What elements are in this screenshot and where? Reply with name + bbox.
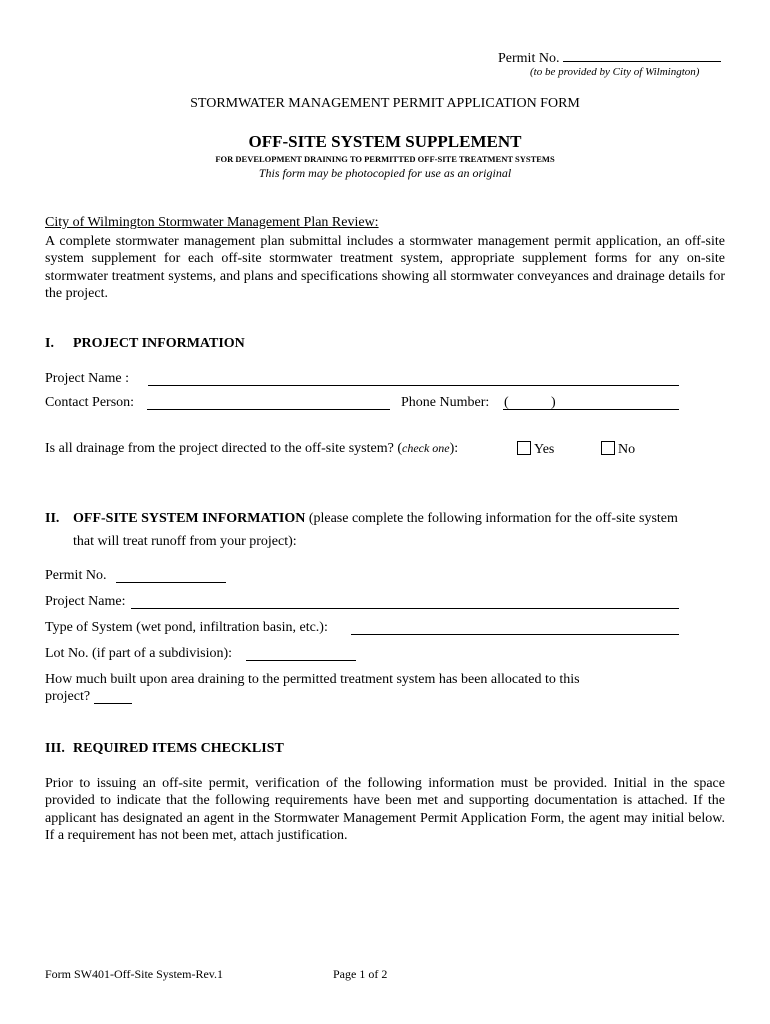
bua-question-line2: project? xyxy=(45,689,91,704)
bua-question-line1: How much built upon area draining to the permitted treatment system has been allocated to this xyxy=(45,672,580,687)
permit-number-line[interactable] xyxy=(563,47,721,62)
lot-number-label: Lot No. (if part of a subdivision): xyxy=(45,646,233,661)
drainage-question xyxy=(45,441,458,457)
project-name-row xyxy=(45,371,129,387)
section1-title: PROJECT INFORMATION xyxy=(73,336,245,351)
phone-number-label: Phone Number: xyxy=(401,395,490,410)
no-label: No xyxy=(618,442,636,457)
form-title: STORMWATER MANAGEMENT PERMIT APPLICATION FORM xyxy=(190,96,580,111)
supplement-subtitle: FOR DEVELOPMENT DRAINING TO PERMITTED OFF-SITE TREATMENT SYSTEMS xyxy=(215,154,555,164)
review-heading: City of Wilmington Stormwater Management Plan Review: xyxy=(45,215,379,230)
no-option[interactable] xyxy=(601,441,635,458)
phone-number-input[interactable] xyxy=(503,395,679,410)
review-body: A complete stormwater management plan submittal includes a stormwater management permit application, an off-site system supplement for each off-site stormwater treatment system, appropriate supplement forms for any on-site stormwater treatment systems, and plans and specifications showing all stormwater conveyances and drainage details for the project. xyxy=(45,234,725,301)
supplement-title: OFF-SITE SYSTEM SUPPLEMENT xyxy=(248,132,522,151)
permit-number-field xyxy=(498,47,721,67)
permit-number-label: Permit No. xyxy=(498,51,560,66)
lot-number-input[interactable] xyxy=(246,646,356,661)
section2-number: II. xyxy=(45,511,60,526)
permit-note: (to be provided by City of Wilmington) xyxy=(530,66,700,78)
drainage-question-end: ): xyxy=(449,441,459,456)
offsite-permit-label: Permit No. xyxy=(45,568,107,583)
project-name-label: Project Name : xyxy=(45,371,129,386)
section3-number: III. xyxy=(45,741,65,756)
offsite-project-name-label: Project Name: xyxy=(45,594,126,609)
drainage-question-hint: check one xyxy=(402,441,450,455)
offsite-project-name-input[interactable] xyxy=(131,594,679,609)
section3-body: Prior to issuing an off-site permit, verification of the following information must be provided. Initial in the space provided to indicate that the following requirements have been met and supporting documentation is attached. If the applicant has designated an agent in the Stormwater Management Permit Application Form, the agent may initial below. If a requirement has not been met, attach justification. xyxy=(45,776,725,843)
phone-paren-close: ) xyxy=(551,395,556,410)
footer-page-number: Page 1 of 2 xyxy=(333,967,388,981)
no-checkbox[interactable] xyxy=(601,441,615,455)
phone-paren-open: ( xyxy=(504,395,509,410)
bua-input[interactable] xyxy=(94,689,132,704)
offsite-permit-input[interactable] xyxy=(116,568,226,583)
project-name-input[interactable] xyxy=(148,371,679,386)
contact-person-label: Contact Person: xyxy=(45,395,135,410)
drainage-question-text: Is all drainage from the project directed to the off-site system? ( xyxy=(45,441,402,456)
section2-intro-text: (please complete the following information for the off-site system xyxy=(305,511,678,526)
section2-title: OFF-SITE SYSTEM INFORMATION xyxy=(73,511,306,526)
section2-intro-line2: that will treat runoff from your project): xyxy=(73,534,297,549)
yes-option[interactable] xyxy=(517,441,554,458)
system-type-label: Type of System (wet pond, infiltration basin, etc.): xyxy=(45,620,328,635)
contact-person-input[interactable] xyxy=(147,395,390,410)
section2-intro xyxy=(73,511,678,527)
yes-label: Yes xyxy=(534,442,555,457)
section3-title: REQUIRED ITEMS CHECKLIST xyxy=(73,741,284,756)
footer-form-id: Form SW401-Off-Site System-Rev.1 xyxy=(45,967,223,981)
yes-checkbox[interactable] xyxy=(517,441,531,455)
photocopy-note: This form may be photocopied for use as an original xyxy=(258,166,512,180)
system-type-input[interactable] xyxy=(351,620,679,635)
section1-number: I. xyxy=(45,336,54,351)
